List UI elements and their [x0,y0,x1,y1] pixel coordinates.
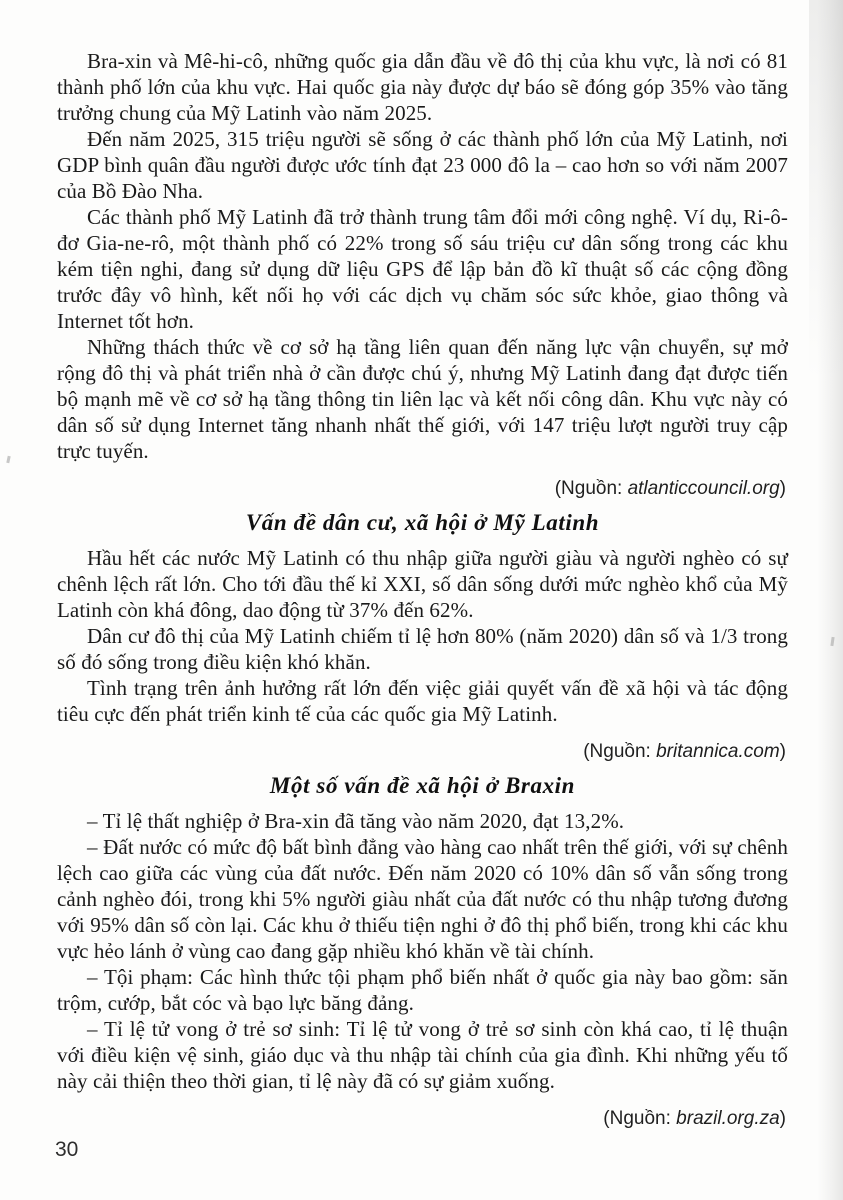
paragraph: Dân cư đô thị của Mỹ Latinh chiếm tỉ lệ hơn 80% (năm 2020) dân số và 1/3 trong số đó sống trong điều kiện khó khăn. [57,624,788,674]
section-heading: Vấn đề dân cư, xã hội ở Mỹ Latinh [245,510,600,535]
source-prefix: (Nguồn: [603,1108,677,1129]
page-number: 30 [55,1138,79,1161]
source-suffix: ) [779,1108,786,1129]
paragraph: – Đất nước có mức độ bất bình đẳng vào hàng cao nhất trên thế giới, với sự chênh lệch cao giữa các vùng của đất nước. Đến năm 2020 có 10% dân số vẫn sống trong cảnh nghèo đói, trong khi 5% người giàu nhất của đất nước có thu nhập tương đương với 95% dân số còn lại. Các khu ở thiếu tiện nghi ở đô thị phổ biến, trong khi các khu vực hẻo lánh ở vùng cao đang gặp nhiều khó khăn về tài chính. [57,835,788,963]
section-urban-latin-america [57,48,788,501]
source-suffix: ) [779,478,786,499]
source-domain: atlanticcouncil.org [627,478,780,499]
source-citation [57,477,786,501]
section-heading: Một số vấn đề xã hội ở Braxin [269,773,576,798]
source-citation [57,740,786,764]
section-social-issues-brazil [57,772,788,1131]
source-prefix: (Nguồn: [554,478,628,499]
paragraph: Những thách thức về cơ sở hạ tầng liên quan đến năng lực vận chuyển, sự mở rộng đô thị và phát triển nhà ở cần được chú ý, nhưng Mỹ Latinh đang đạt được tiến bộ mạnh mẽ về cơ sở hạ tầng thông tin liên lạc và kết nối công dân. Khu vực này có dân số sử dụng Internet tăng nhanh nhất thế giới, với 147 triệu lượt người truy cập trực tuyến. [57,335,788,463]
paragraph: Hầu hết các nước Mỹ Latinh có thu nhập giữa người giàu và người nghèo có sự chênh lệch rất lớn. Cho tới đầu thế kỉ XXI, số dân sống dưới mức nghèo khổ của Mỹ Latinh còn khá đông, dao động từ 37% đến 62%. [57,546,788,622]
text-block [57,48,788,1135]
paragraph: – Tội phạm: Các hình thức tội phạm phổ biến nhất ở quốc gia này bao gồm: săn trộm, cướp, bắt cóc và bạo lực băng đảng. [57,965,788,1015]
scan-artifact [830,637,834,646]
paragraph: – Tỉ lệ tử vong ở trẻ sơ sinh: Tỉ lệ tử vong ở trẻ sơ sinh còn khá cao, tỉ lệ thuận với điều kiện vệ sinh, giáo dục và thu nhập tài chính của gia đình. Khi những yếu tố này cải thiện theo thời gian, tỉ lệ này đã có sự giảm xuống. [57,1017,788,1093]
section-social-issues-latin-america [57,509,788,764]
paragraph: Tình trạng trên ảnh hưởng rất lớn đến việc giải quyết vấn đề xã hội và tác động tiêu cực đến phát triển kinh tế của các quốc gia Mỹ Latinh. [57,676,788,726]
paragraph: Các thành phố Mỹ Latinh đã trở thành trung tâm đổi mới công nghệ. Ví dụ, Ri-ô-đơ Gia-ne-rô, một thành phố có 22% trong số sáu triệu cư dân sống trong các khu kém tiện nghi, đang sử dụng dữ liệu GPS để lập bản đồ kĩ thuật số các cộng đồng trước đây vô hình, kết nối họ với các dịch vụ chăm sóc sức khỏe, giao thông và Internet tốt hơn. [57,205,788,333]
paragraph: Bra-xin và Mê-hi-cô, những quốc gia dẫn đầu về đô thị của khu vực, là nơi có 81 thành phố lớn của khu vực. Hai quốc gia này được dự báo sẽ đóng góp 35% vào tăng trưởng chung của Mỹ Latinh vào năm 2025. [57,49,788,125]
page-gutter-shadow [817,0,843,1200]
source-domain: brazil.org.za [676,1108,780,1129]
page-gutter-shadow-top [809,0,843,380]
source-citation [57,1107,786,1131]
source-domain: britannica.com [656,741,780,762]
paragraph: Đến năm 2025, 315 triệu người sẽ sống ở các thành phố lớn của Mỹ Latinh, nơi GDP bình quân đầu người được ước tính đạt 23 000 đô la – cao hơn so với năm 2007 của Bồ Đào Nha. [57,127,788,203]
scan-artifact [6,456,10,463]
source-suffix: ) [779,741,786,762]
source-prefix: (Nguồn: [583,741,657,762]
paragraph: – Tỉ lệ thất nghiệp ở Bra-xin đã tăng vào năm 2020, đạt 13,2%. [87,809,625,833]
